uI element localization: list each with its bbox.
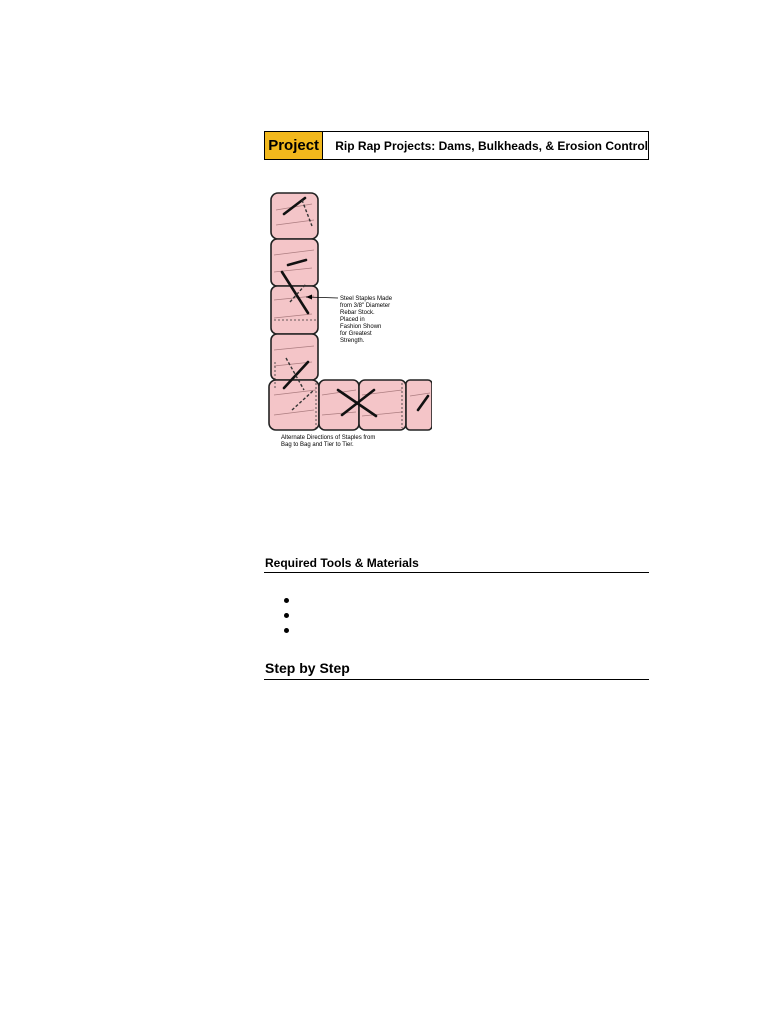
bullet-icon [284,613,289,618]
bullet-icon [284,598,289,603]
callout-arrow [306,295,338,300]
sandbag [359,380,406,430]
project-title: Rip Rap Projects: Dams, Bulkheads, & Erosion Control [335,138,648,153]
sandbag [271,193,318,239]
callout-text: Steel Staples Made from 3/8" Diameter Rebar Stock. Placed in Fashion Shown for Greatest Strength. [340,296,393,344]
list-item [276,608,289,623]
list-item [276,623,289,638]
sandbag [269,380,319,430]
riprap-diagram [262,190,432,455]
bullet-icon [284,628,289,633]
tools-divider [264,572,649,573]
figure-caption: Alternate Directions of Staples from Bag to Bag and Tier to Tier. [281,435,376,448]
sandbag-illustration [262,190,432,455]
list-item [276,593,289,608]
steps-section-title: Step by Step [265,660,350,676]
sandbag [406,380,432,430]
project-tag: Project [265,132,323,159]
project-header [264,131,649,160]
tools-list [276,593,289,638]
tools-section-title: Required Tools & Materials [265,556,419,570]
steps-divider [264,679,649,680]
